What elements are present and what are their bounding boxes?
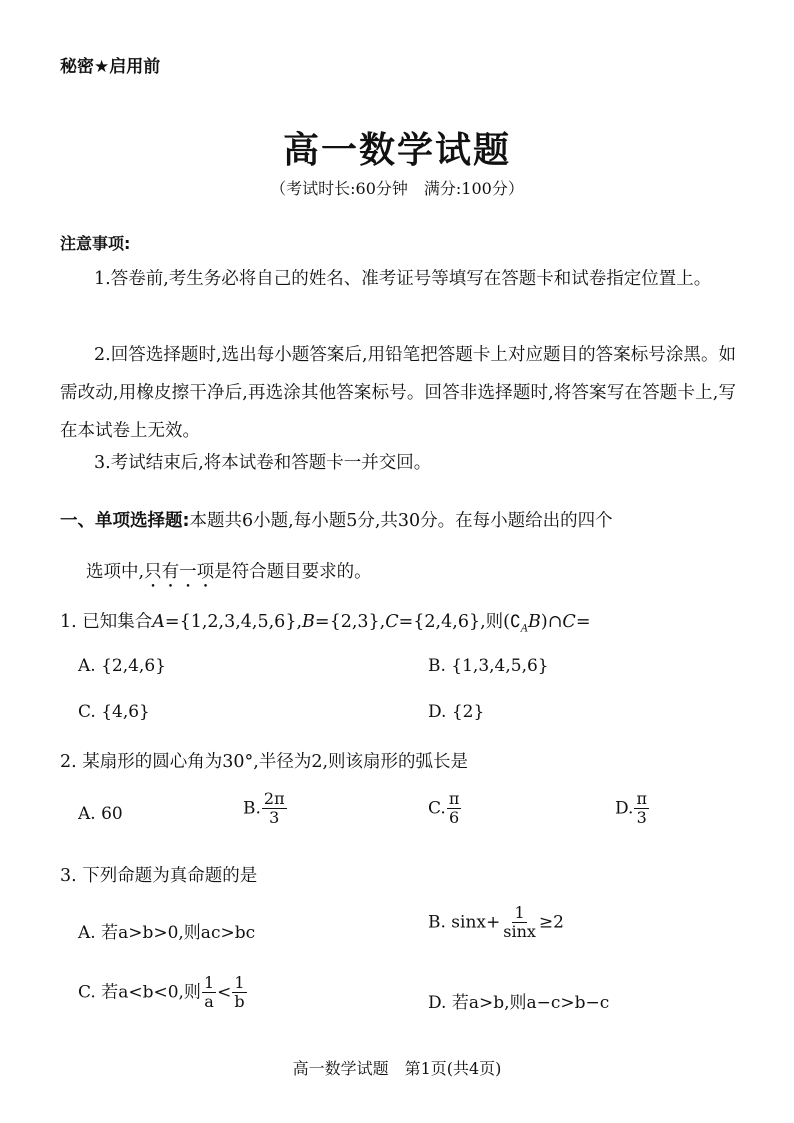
q2-option-b: B. $\frac{2\pi}{3}$ bbox=[243, 789, 285, 828]
exam-subtitle: （考试时长:60分钟 满分:100分） bbox=[270, 179, 524, 198]
question-2-stem: 2. 某扇形的圆心角为30°,半径为2,则该扇形的弧长是 bbox=[60, 752, 469, 772]
fraction: $\frac{1}{a}$ bbox=[203, 973, 215, 1012]
page-footer: 高一数学试题 第1页(共4页) bbox=[292, 1059, 502, 1078]
confidential-mark: 秘密★启用前 bbox=[60, 57, 161, 77]
complement-symbol: $∁_A$ bbox=[509, 612, 529, 635]
notice-heading: 注意事项: bbox=[60, 234, 131, 253]
notice-item-3: 3.考试结束后,将本试卷和答题卡一并交回。 bbox=[94, 453, 432, 473]
question-3-stem: 3. 下列命题为真命题的是 bbox=[60, 866, 258, 886]
exam-title: 高一数学试题 bbox=[282, 130, 511, 171]
emphasis-text: 只有一项 bbox=[144, 562, 215, 582]
fraction: $\frac{\pi}{6}$ bbox=[448, 789, 460, 828]
fraction: $\frac{\pi}{3}$ bbox=[636, 789, 647, 828]
fraction: $\frac{1}{b}$ bbox=[234, 973, 245, 1012]
fraction: $\frac{1}{\sin x}$ bbox=[503, 903, 536, 942]
section-desc: 本题共6小题,每小题5分,共30分。在每小题给出的四个 bbox=[189, 511, 613, 531]
q1-option-d: D. {2} bbox=[428, 702, 485, 722]
q3-option-b: B. sinx+ $\frac{1}{\sin x}$ ≥2 bbox=[428, 903, 564, 942]
notice-item-1: 1.答卷前,考生务必将自己的姓名、准考证号等填写在答题卡和试卷指定位置上。 bbox=[94, 269, 712, 289]
q1-option-c: C. {4,6} bbox=[78, 702, 150, 722]
q3-option-a: A. 若a>b>0,则ac>bc bbox=[78, 923, 256, 943]
q1-option-a: A. {2,4,6} bbox=[78, 656, 166, 676]
question-1-stem: 1. 已知集合A={1,2,3,4,5,6},B={2,3},C={2,4,6},则$(∁_AB)\cap C=$ bbox=[60, 612, 591, 635]
fraction: $\frac{2\pi}{3}$ bbox=[263, 789, 285, 828]
q2-option-d: D. $\frac{\pi}{3}$ bbox=[615, 789, 647, 828]
q3-option-c: C. 若a<b<0,则 $\frac{1}{a}$ < $\frac{1}{b}$ bbox=[78, 973, 245, 1012]
section-heading bbox=[60, 507, 613, 532]
notice-item-2: 2.回答选择题时,选出每小题答案后,用铅笔把答题卡上对应题目的答案标号涂黑。如需改动,用橡皮擦干净后,再选涂其他答案标号。回答非选择题时,将答案写在答题卡上,写在本试卷上无效。 bbox=[60, 345, 736, 441]
q3-option-d: D. 若a>b,则a−c>b−c bbox=[428, 993, 610, 1013]
q2-option-c: C. $\frac{\pi}{6}$ bbox=[428, 789, 460, 828]
q2-option-a: A. 60 bbox=[78, 804, 123, 824]
q1-option-b: B. {1,3,4,5,6} bbox=[428, 656, 549, 676]
section-desc-line2: 选项中,只有一项是符合题目要求的。 bbox=[86, 562, 372, 582]
section-title: 一、单项选择题: bbox=[60, 511, 190, 531]
